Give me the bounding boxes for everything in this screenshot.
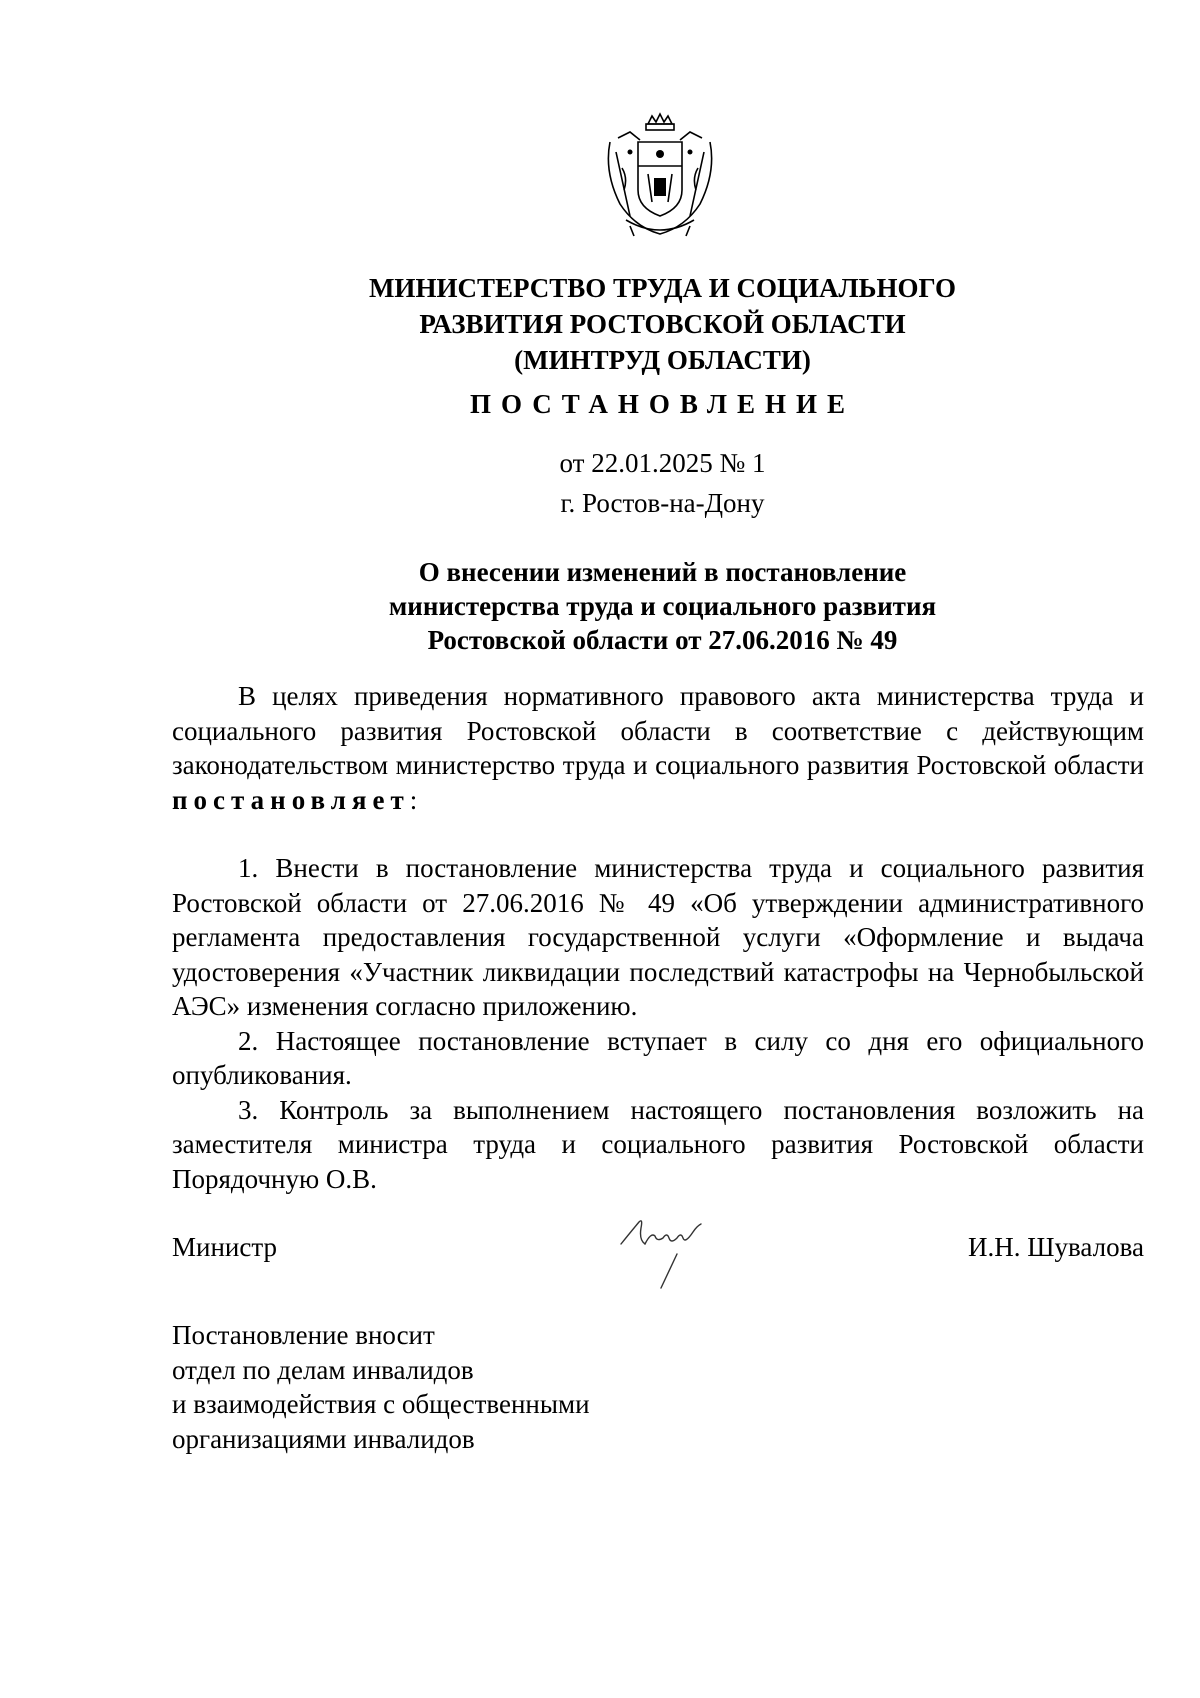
document-body (172, 679, 1144, 1196)
signatory-position: Министр (172, 1232, 277, 1262)
ministry-name-line-1: МИНИСТЕРСТВО ТРУДА И СОЦИАЛЬНОГО (368, 273, 957, 303)
handwritten-signature (617, 1214, 707, 1294)
department-line-3: и взаимодействия с общественными (172, 1389, 590, 1419)
ministry-short-name: (МИНТРУД ОБЛАСТИ) (514, 345, 811, 375)
preamble-end: : (409, 784, 418, 815)
signatory-name: И.Н. Шувалова (968, 1232, 1144, 1262)
department-line-1: Постановление вносит (172, 1320, 435, 1350)
subject-line-3: Ростовской области от 27.06.2016 № 49 (427, 625, 898, 655)
resolution-item-2: 2. Настоящее постановление вступает в силу со дня его официального опубликования. (172, 1025, 1144, 1090)
resolution-item-3: 3. Контроль за выполнением настоящего постановления возложить на заместителя министра труда и социального развития Ростовской области Порядочную О.В. (172, 1094, 1144, 1194)
document-place: г. Ростов-на-Дону (560, 488, 765, 518)
ministry-name-line-2: РАЗВИТИЯ РОСТОВСКОЙ ОБЛАСТИ (419, 309, 906, 339)
signature-block (172, 1232, 1144, 1272)
department-line-2: отдел по делам инвалидов (172, 1354, 474, 1385)
preamble-text: В целях приведения нормативного правового акта министерства труда и социального развития Ростовской области в соответствие с действующим законодательством министерство труда и социального развития Ростовской области (172, 681, 1144, 780)
ministry-header (240, 270, 1085, 378)
subject-line-1: О внесении изменений в постановление (418, 557, 907, 587)
coat-of-arms-emblem (600, 112, 720, 242)
subject-line-2: министерства труда и социального развития (388, 591, 937, 621)
preamble-emphasis: постановляет (172, 784, 410, 815)
document-date-number: от 22.01.2025 № 1 (559, 448, 766, 478)
submitting-department (172, 1318, 590, 1456)
document-subject (240, 555, 1085, 657)
preamble-paragraph (172, 679, 1144, 817)
department-line-4: организациями инвалидов (172, 1423, 475, 1454)
document-type-title: ПОСТАНОВЛЕНИЕ (469, 389, 856, 419)
resolution-item-1: 1. Внести в постановление министерства труда и социального развития Ростовской области от 27.06.2016 № 49 «Об утверждении административного регламента предоставления государственной услуги «Оформление и выдача удостоверения «Участник ликвидации последствий катастрофы на Чернобыльской АЭС» изменения согласно приложению. (172, 853, 1144, 1021)
